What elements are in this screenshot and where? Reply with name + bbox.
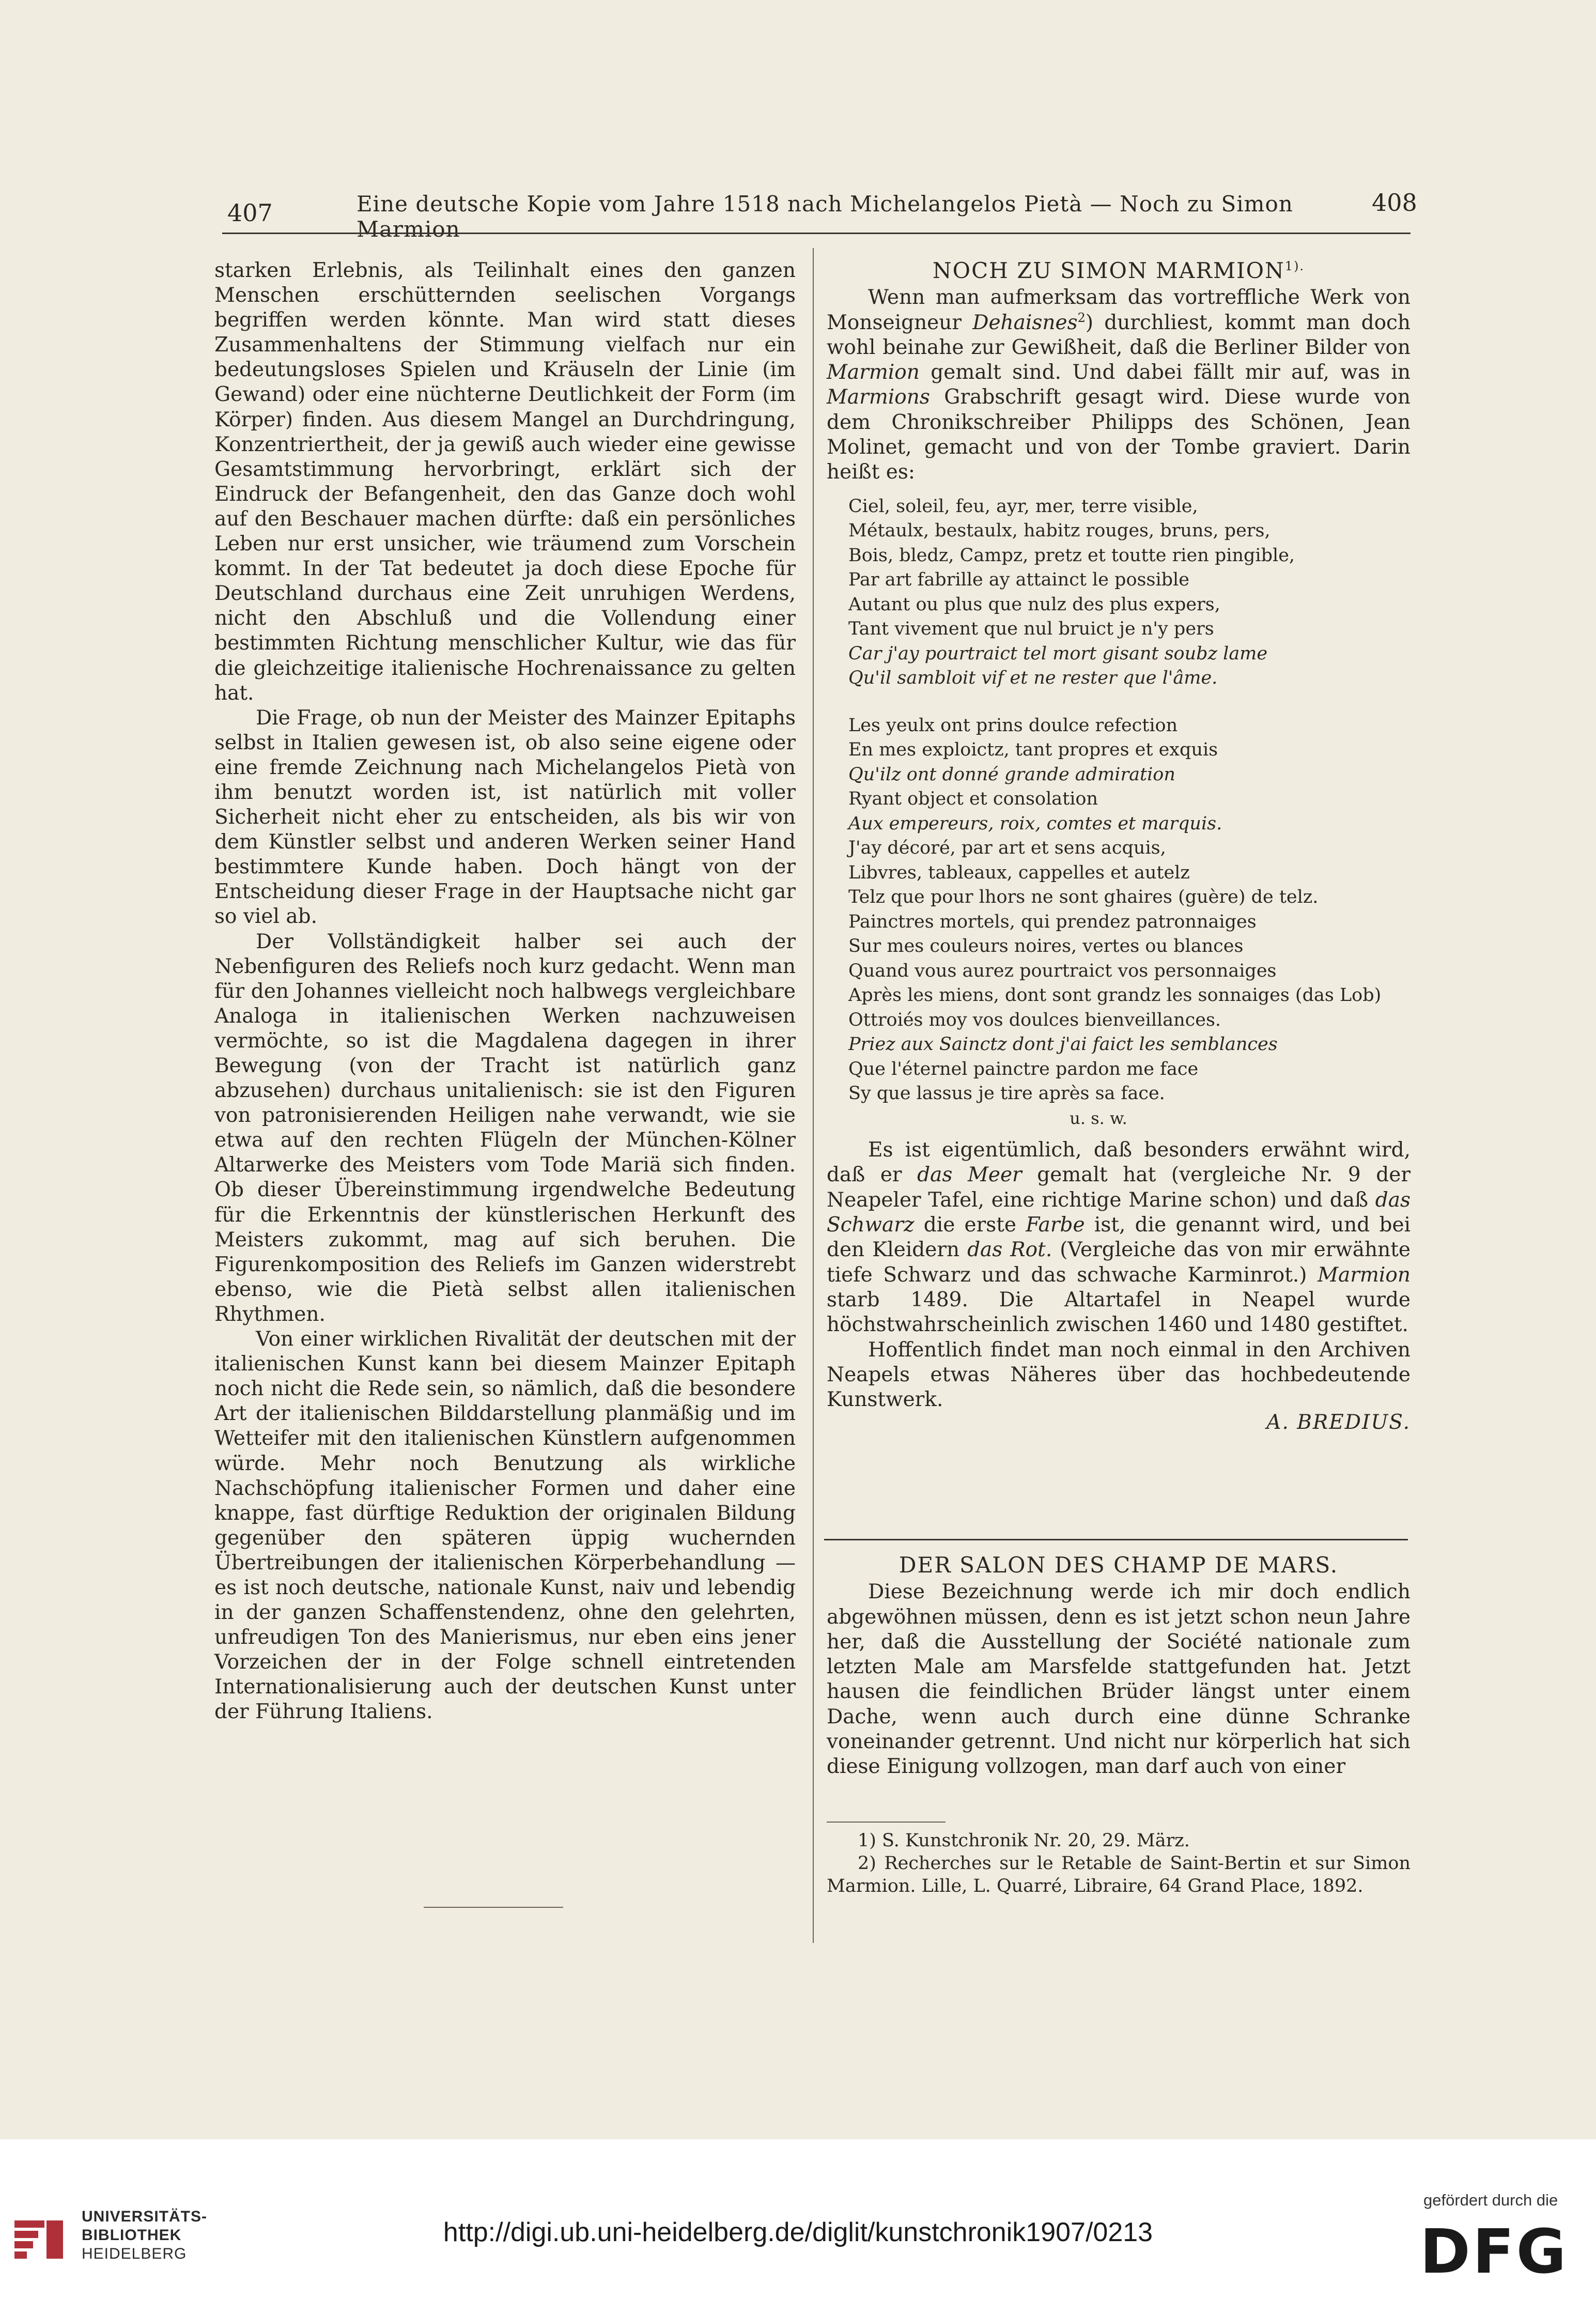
end-rule (424, 1907, 563, 1908)
section-title-marmion: NOCH ZU SIMON $MARMION^{1).}$ (932, 258, 1305, 283)
section-rule (824, 1539, 1408, 1540)
poem-stanza (848, 495, 1411, 691)
poem-line: Aux empereurs, roix, comtes et marquis. (848, 813, 1222, 834)
poem-line: Quand vous aurez pourtraict vos personnaiges (848, 960, 1277, 981)
source-url[interactable]: http://digi.ub.uni-heidelberg.de/diglit/kunstchronik1907/0213 (443, 2217, 1153, 2247)
poem-line: J'ay décoré, par art et sens acquis, (848, 838, 1166, 859)
dfg-logo (1420, 2222, 1585, 2279)
column-divider (813, 248, 814, 1943)
paragraph: Es ist eigentümlich, daß besonders erwähnt wird, daß er das Meer gemalt hat (vergleiche Nr. 9 der Neapeler Tafel, eine richtige Marine schon) und daß das Schwarz die erste Farbe ist, die genannt wird, und bei den Kleidern das Rot. (Vergleiche das von mir erwähnte tiefe Schwarz und das schwache Karminrot.) Marmion starb 1489. Die Altartafel in Neapel wurde höchstwahrscheinlich zwischen 1460 und 1480 gestiftet. (827, 1138, 1411, 1337)
sponsor-label: gefördert durch die (1423, 2191, 1558, 2209)
paragraph: Der Vollständigkeit halber sei auch der Nebenfiguren des Reliefs noch kurz gedacht. Wenn man für den Johannes vielleicht noch halbwegs vergleichbare Analoga in italienischen Werken nachzuweisen vermöchte, so ist die Magdalena dagegen in ihrer Bewegung (von der Tracht ist natürlich ganz abzusehen) durchaus unitalienisch: sie ist den Figuren von patronisierenden Heiligen nahe verwandt, wie sie etwa auf den rechten Flügeln der München-Kölner Altarwerke des Meisters vom Tode Mariä sich finden. Ob dieser Übereinstimmung irgendwelche Bedeutung für die Erkenntnis der künstlerischen Herkunft des Meisters zukommt, mag auf sich beruhen. Die Figurenkomposition des Reliefs im Ganzen widerstrebt ebenso, wie die Pietà selbst allen italienischen Rhythmen. (214, 930, 796, 1326)
poem-line: Telz que pour lhors ne sont ghaires (guère) de telz. (848, 887, 1319, 908)
poem-stanza (848, 714, 1411, 1106)
poem-line: Qu'ilz ont donné grande admiration (848, 764, 1175, 785)
paragraph: Wenn man aufmerksam das vortreffliche Werk von Monseigneur Dehaisnes$^2$) durchliest, kommt man doch wohl beinahe zur Gewißheit, daß die Berliner Bilder von Marmion gemalt sind. Und dabei fällt mir auf, was in Marmions Grabschrift gesagt wird. Diese wurde von dem Chronikschreiber Philipps des Schönen, Jean Molinet, gemacht und von der Tombe graviert. Darin heißt es: (827, 286, 1411, 484)
poem-line: Autant ou plus que nulz des plus expers, (848, 594, 1220, 615)
page-number-left: 407 (227, 199, 273, 227)
paragraph: starken Erlebnis, als Teilinhalt eines den ganzen Menschen erschütternden seelischen Vorgangs begriffen werden könnte. Man wird statt dieses Zusammenhaltens der Stimmung vielfach nur ein bedeutungsloses Spielen und Kräuseln der Linie (im Gewand) oder eine nüchterne Deutlichkeit der Form (im Körper) finden. Aus diesem Mangel an Durchdringung, Konzentriertheit, der ja gewiß auch wieder eine gewisse Gesamtstimmung hervorbringt, erklärt sich der Eindruck der Befangenheit, den das Ganze doch wohl auf den Beschauer machen dürfte: daß ein persönliches Leben nur erst unsicher, wie träumend zum Vorschein kommt. In der Tat bedeutet ja doch diese Epoche für Deutschland durchaus eine Zeit unruhigen Werdens, nicht den Abschluß und die Vollendung einer bestimmten Richtung menschlicher Kultur, wie das für die gleichzeitige italienische Hochrenaissance zu gelten hat. (214, 259, 796, 705)
epitaph-poem (848, 495, 1411, 1131)
poem-line: Priez aux Sainctz dont j'ai faict les semblances (848, 1034, 1278, 1055)
footnote: 2) Recherches sur le Retable de Saint-Bertin et sur Simon Marmion. Lille, L. Quarré, Libraire, 64 Grand Place, 1892. (827, 1853, 1411, 1896)
poem-line: Sy que lassus je tire après sa face. (848, 1083, 1165, 1104)
right-column (827, 258, 1411, 1436)
footnote-rule (827, 1822, 946, 1823)
poem-line: Les yeulx ont prins doulce refection (848, 715, 1178, 736)
paragraph: Die Frage, ob nun der Meister des Mainzer Epitaphs selbst in Italien gewesen ist, ob also seine eigene oder eine fremde Zeichnung nach Michelangelos Pietà von ihm benutzt worden ist, ist natürlich mit voller Sicherheit nicht eher zu entscheiden, als bis wir von dem Künstler selbst und anderen Werken seiner Hand bestimmtere Kunde haben. Doch hängt von der Entscheidung dieser Frage in der Hauptsache nicht gar so viel ab. (214, 706, 796, 929)
right-column-salon (827, 1553, 1411, 1780)
paragraph: Diese Bezeichnung werde ich mir doch endlich abgewöhnen müssen, denn es ist jetzt schon neun Jahre her, daß die Ausstellung der Société nationale zum letzten Male am Marsfelde stattgefunden hat. Jetzt hausen die feindlichen Brüder längst unter einem Dache, wenn auch durch eine dünne Schranke voneinander getrennt. Und nicht nur körperlich hat sich diese Einigung vollzogen, man darf auch von einer (827, 1580, 1411, 1779)
poem-line: Ryant object et consolation (848, 789, 1098, 810)
paragraph: Hoffentlich findet man noch einmal in den Archiven Neapels etwas Näheres über das hochbedeutende Kunstwerk. (827, 1338, 1411, 1412)
poem-line: Ciel, soleil, feu, ayr, mer, terre visible, (848, 496, 1198, 517)
poem-line: Libvres, tableaux, cappelles et autelz (848, 862, 1190, 883)
poem-line: Tant vivement que nul bruict je n'y pers (848, 619, 1214, 640)
section-title-salon: DER SALON DES CHAMP DE MARS. (898, 1552, 1339, 1578)
left-column (214, 258, 796, 1725)
poem-line: Car j'ay pourtraict tel mort gisant soubz lame (848, 643, 1268, 664)
footnote: 1) S. Kunstchronik Nr. 20, 29. März. (858, 1830, 1190, 1851)
page-number-right: 408 (1372, 189, 1417, 217)
poem-line: Que l'éternel painctre pardon me face (848, 1058, 1199, 1079)
poem-line: Bois, bledz, Campz, pretz et toutte rien pingible, (848, 545, 1295, 566)
header-rule (222, 233, 1411, 234)
paragraph: Von einer wirklichen Rivalität der deutschen mit der italienischen Kunst kann bei diesem Mainzer Epitaph noch nicht die Rede sein, so nämlich, daß die besondere Art der italienischen Bilddarstellung planmäßig und im Wetteifer mit den italienischen Künstlern aufgenommen würde. Mehr noch Benutzung als wirkliche Nachschöpfung italienischer Formen und daher eine knappe, fast dürftige Reduktion der originalen Bildung gegenüber den späteren üppig wuchernden Übertreibungen der italienischen Körperbehandlung — es ist noch deutsche, nationale Kunst, naiv und lebendig in der ganzen Schaffenstendenz, ohne den gelehrten, unfreudigen Ton des Manierismus, nur eben eins jener Vorzeichen der in der Folge schnell eintretenden Internationalisierung auch der deutschen Kunst unter der Führung Italiens. (214, 1328, 796, 1724)
poem-usw: u. s. w. (1070, 1108, 1127, 1128)
svg-text:DFG: DFG (1420, 2222, 1569, 2279)
poem-line: Qu'il sambloit vif et ne rester que l'âme. (848, 668, 1218, 689)
library-name: UNIVERSITÄTS- BIBLIOTHEK HEIDELBERG (82, 2208, 208, 2262)
poem-line: Painctres mortels, qui prendez patronnaiges (848, 911, 1257, 932)
poem-line: Après les miens, dont sont grandz les sonnaiges (das Lob) (848, 985, 1382, 1006)
running-title: Eine deutsche Kopie vom Jahre 1518 nach Michelangelos Pietà — Noch zu Simon Marmion (357, 191, 1293, 242)
poem-line: Ottroiés moy vos doulces bienveillances. (848, 1009, 1221, 1030)
poem-line: Sur mes couleurs noires, vertes ou blances (848, 936, 1244, 957)
footnotes (827, 1829, 1411, 1897)
poem-line: Par art fabrille ay attainct le possible (848, 569, 1189, 591)
signature: A. BREDIUS. (1266, 1411, 1411, 1434)
poem-line: Métaulx, bestaulx, habitz rouges, bruns, pers, (848, 520, 1270, 542)
poem-line: En mes exploictz, tant propres et exquis (848, 739, 1218, 761)
